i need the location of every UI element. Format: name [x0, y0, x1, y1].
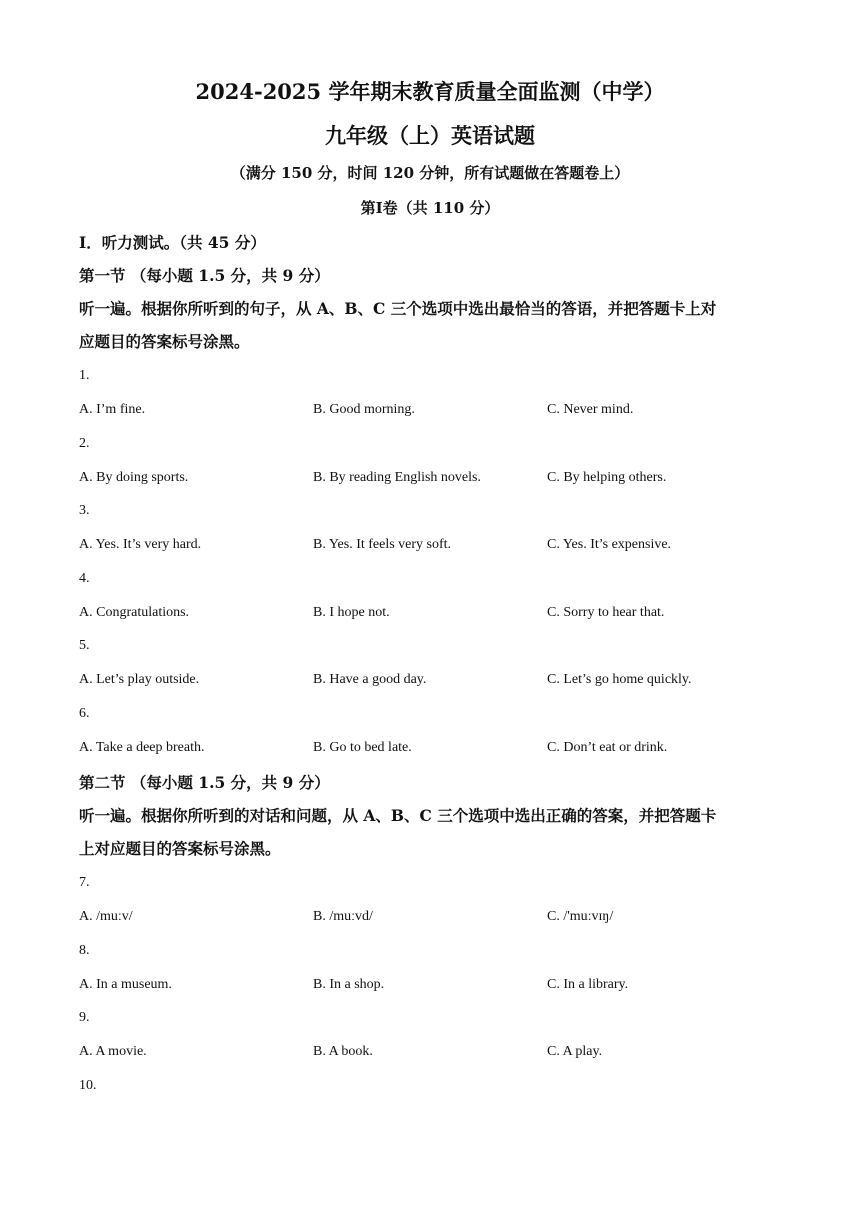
- option-a: A. Yes. It’s very hard.: [79, 537, 202, 552]
- option-a: A. Take a deep breath.: [79, 740, 205, 755]
- option-a: A. In a museum.: [79, 977, 172, 992]
- option-b: B. A book.: [313, 1044, 373, 1059]
- question-number: 9.: [79, 1010, 90, 1025]
- exam-note: （满分 150 分，时间 120 分钟，所有试题做在答题卷上）: [230, 164, 630, 182]
- option-a: A. A movie.: [79, 1044, 147, 1059]
- option-c: C. A play.: [547, 1044, 603, 1059]
- exam-title: 2024-2025 学年期末教育质量全面监测（中学）: [195, 79, 665, 104]
- question-number: 10.: [79, 1078, 97, 1093]
- question-number: 1.: [79, 368, 90, 383]
- question-number: 8.: [79, 943, 90, 958]
- question-number: 4.: [79, 571, 90, 586]
- section1-heading: 第一节 （每小题 1.5 分，共 9 分）: [79, 266, 330, 285]
- option-a: A. I’m fine.: [79, 402, 146, 417]
- section1-instruction-line: 应题目的答案标号涂黑。: [79, 332, 250, 351]
- option-c: C. /'muːvɪŋ/: [547, 909, 614, 924]
- question-number: 5.: [79, 638, 90, 653]
- section1-instruction-line: 听一遍。根据你所听到的句子，从 A、B、C 三个选项中选出最恰当的答语，并把答题卡上对: [79, 299, 717, 318]
- option-a: A. By doing sports.: [79, 470, 189, 485]
- option-a: A. Congratulations.: [79, 605, 190, 620]
- option-c: C. Don’t eat or drink.: [547, 740, 668, 755]
- option-c: C. Never mind.: [547, 402, 634, 417]
- option-b: B. In a shop.: [313, 977, 385, 992]
- option-c: C. Sorry to hear that.: [547, 605, 665, 620]
- option-b: B. Yes. It feels very soft.: [313, 537, 452, 552]
- option-b: B. By reading English novels.: [313, 470, 481, 485]
- volume-heading: 第Ⅰ卷（共 110 分）: [360, 199, 500, 217]
- section2-instruction-line: 上对应题目的答案标号涂黑。: [79, 839, 281, 858]
- option-b: B. I hope not.: [313, 605, 390, 620]
- option-b: B. /muːvd/: [313, 909, 373, 924]
- option-c: C. Yes. It’s expensive.: [547, 537, 672, 552]
- question-number: 2.: [79, 436, 90, 451]
- part-heading: Ⅰ．听力测试。（共 45 分）: [79, 233, 266, 252]
- option-b: B. Good morning.: [313, 402, 415, 417]
- option-a: A. Let’s play outside.: [79, 672, 200, 687]
- exam-subtitle: 九年级（上）英语试题: [325, 123, 535, 148]
- question-number: 6.: [79, 706, 90, 721]
- section2-heading: 第二节 （每小题 1.5 分，共 9 分）: [79, 773, 330, 792]
- section2-instruction: [79, 799, 789, 865]
- option-c: C. By helping others.: [547, 470, 667, 485]
- option-c: C. Let’s go home quickly.: [547, 672, 692, 687]
- option-b: B. Go to bed late.: [313, 740, 412, 755]
- question-number: 3.: [79, 503, 90, 518]
- section1-instruction: [79, 292, 789, 358]
- option-c: C. In a library.: [547, 977, 629, 992]
- section2-instruction-line: 听一遍。根据你所听到的对话和问题，从 A、B、C 三个选项中选出正确的答案，并把答题卡: [79, 806, 717, 825]
- option-a: A. /muːv/: [79, 909, 133, 924]
- option-b: B. Have a good day.: [313, 672, 427, 687]
- question-number: 7.: [79, 875, 90, 890]
